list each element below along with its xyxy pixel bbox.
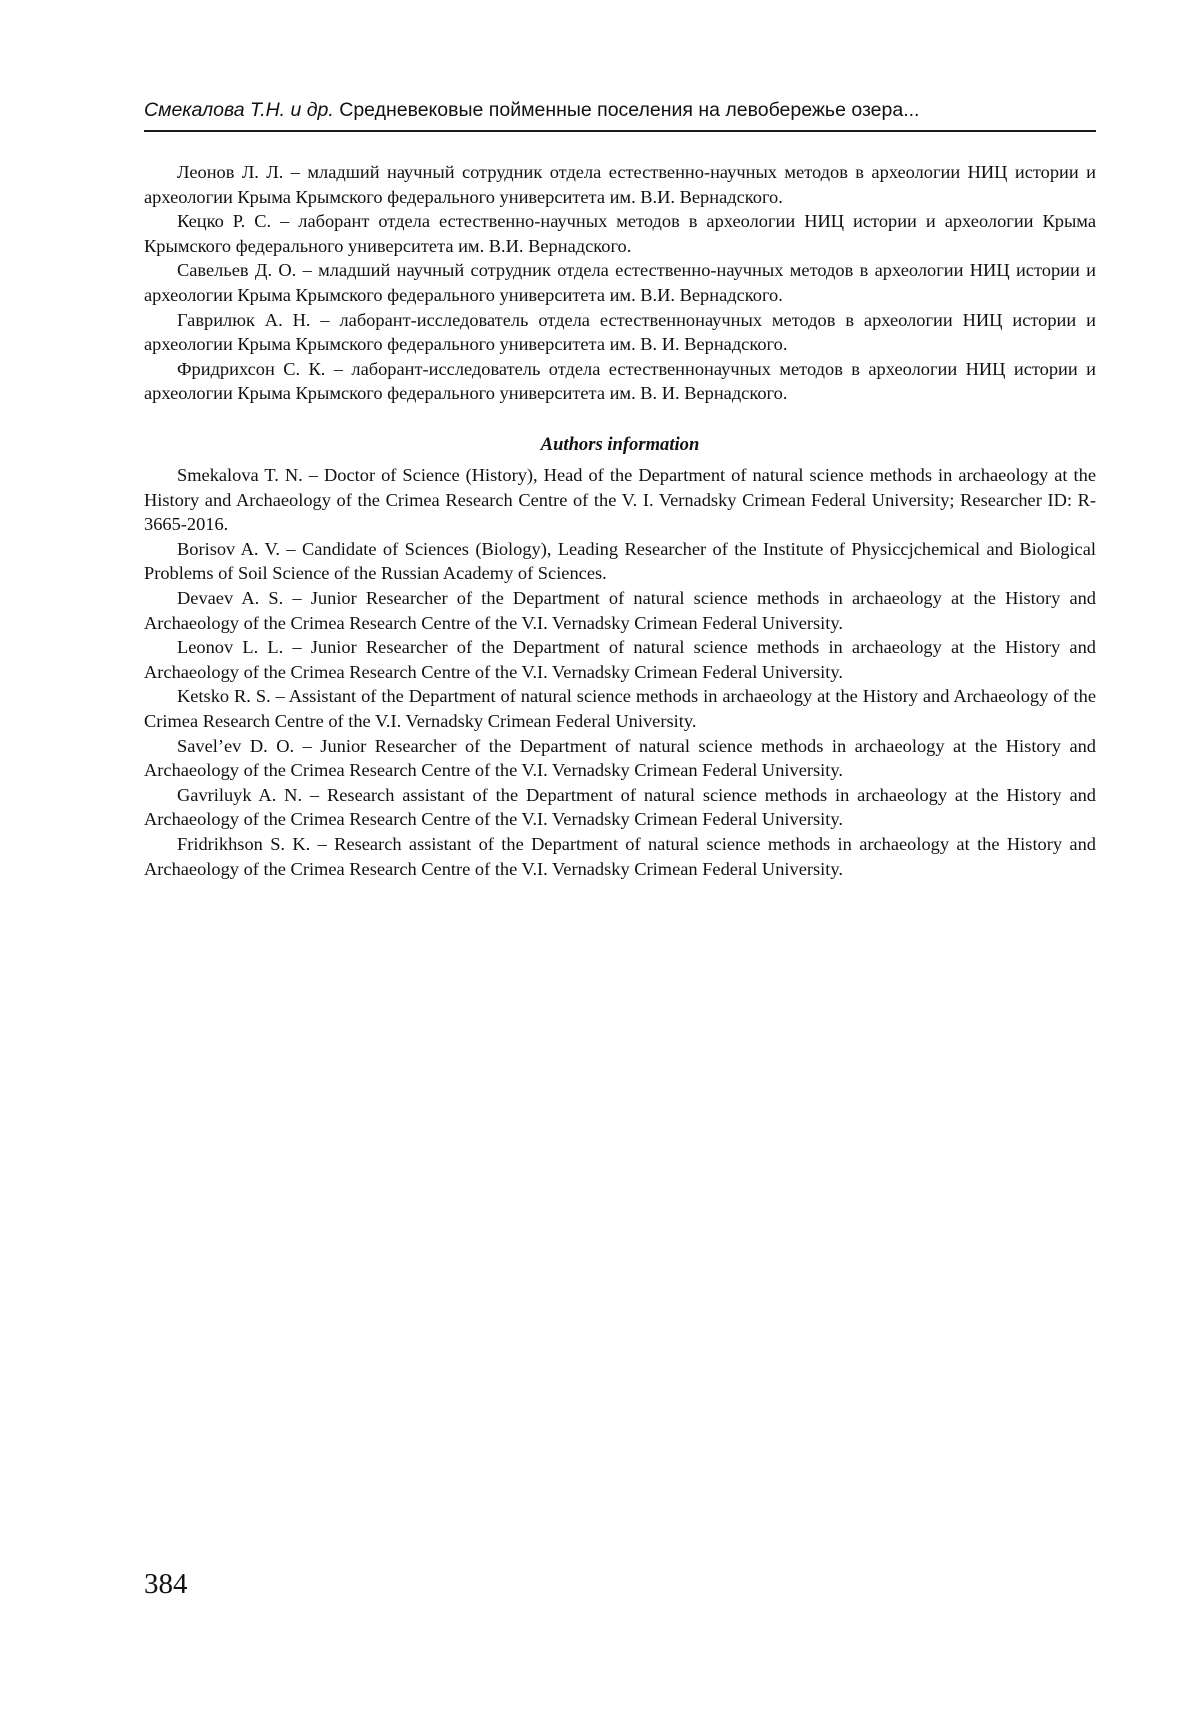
author-entry-en: Devaev A. S. – Junior Researcher of the Department of natural science methods in archaeology at the History and Archaeology of the Crimea Research Centre of the V.I. Vernadsky Crimean Federal University.	[144, 587, 1096, 633]
author-entry-en: Ketsko R. S. – Assistant of the Department of natural science methods in archaeology at the History and Archaeology of the Crimea Research Centre of the V.I. Vernadsky Crimean Federal University.	[144, 686, 1096, 731]
running-header-title: Средневековые пойменные поселения на левобережье озера...	[339, 99, 920, 121]
author-entry-en: Savel’ev D. O. – Junior Researcher of the Department of natural science methods in archaeology at the History and Archaeology of the Crimea Research Centre of the V.I. Vernadsky Crimean Federal University.	[144, 735, 1096, 781]
author-entry-en: Fridrikhson S. K. – Research assistant of the Department of natural science methods in archaeology at the History and Archaeology of the Crimea Research Centre of the V.I. Vernadsky Crimean Federal University.	[144, 833, 1096, 879]
en-authors-list	[144, 463, 1096, 881]
authors-information-heading: Authors information	[540, 434, 700, 455]
author-entry-ru: Кецко Р. С. – лаборант отдела естественно-научных методов в археологии НИЦ истории и археологии Крыма Крымского федерального университета им. В.И. Вернадского.	[144, 211, 1096, 256]
ru-authors-list	[144, 160, 1096, 406]
author-entry-ru: Савельев Д. О. – младший научный сотрудник отдела естественно-научных методов в археологии НИЦ истории и археологии Крыма Крымского федерального университета им. В.И. Вернадского.	[144, 260, 1096, 305]
running-header-authors: Смекалова Т.Н. и др.	[144, 99, 334, 121]
author-entry-en: Borisov A. V. – Candidate of Sciences (Biology), Leading Researcher of the Institute of Physiccjchemical and Biological Problems of Soil Science of the Russian Academy of Sciences.	[144, 538, 1096, 584]
document-page	[144, 0, 1096, 1714]
page-number: 384	[144, 1568, 188, 1600]
header-rule	[144, 130, 1096, 132]
author-entry-en: Leonov L. L. – Junior Researcher of the Department of natural science methods in archaeology at the History and Archaeology of the Crimea Research Centre of the V.I. Vernadsky Crimean Federal University.	[144, 637, 1096, 682]
author-entry-ru: Фридрихсон С. К. – лаборант-исследователь отдела естественнонаучных методов в археологии НИЦ истории и археологии Крыма Крымского федерального университета им. В. И. Вернадского.	[144, 358, 1096, 404]
author-entry-ru: Гаврилюк А. Н. – лаборант-исследователь отдела естественнонаучных методов в археологии НИЦ истории и археологии Крыма Крымского федерального университета им. В. И. Вернадского.	[144, 309, 1096, 355]
author-entry-ru: Леонов Л. Л. – младший научный сотрудник отдела естественно-научных методов в археологии НИЦ истории и археологии Крыма Крымского федерального университета им. В.И. Вернадского.	[144, 162, 1096, 207]
running-header	[144, 98, 1096, 122]
author-entry-en: Gavriluyk A. N. – Research assistant of the Department of natural science methods in archaeology at the History and Archaeology of the Crimea Research Centre of the V.I. Vernadsky Crimean Federal University.	[144, 784, 1096, 830]
author-entry-en: Smekalova T. N. – Doctor of Science (History), Head of the Department of natural science methods in archaeology at the History and Archaeology of the Crimea Research Centre of the V. I. Vernadsky Crimean Federal University; Researcher ID: R-3665-2016.	[144, 465, 1096, 535]
